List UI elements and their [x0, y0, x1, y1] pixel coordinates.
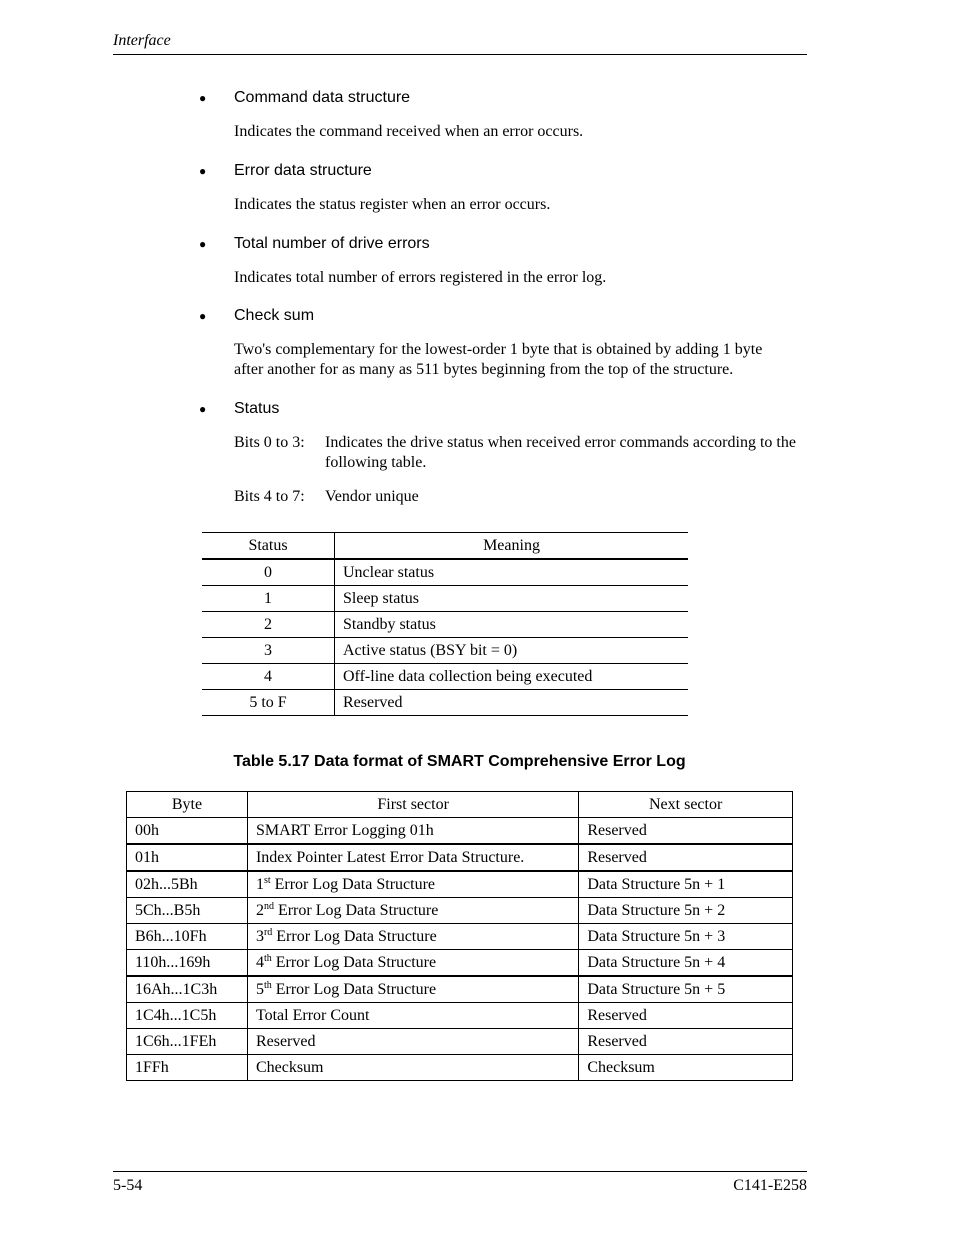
next-sector-cell: Checksum [579, 1055, 793, 1081]
meaning-cell: Unclear status [335, 559, 689, 586]
ordinal-number: 2 [255, 902, 264, 919]
bullet-description: Indicates total number of errors registered in the error log. [234, 269, 607, 286]
first-sector-text: Error Log Data Structure [272, 928, 437, 945]
table-row [202, 638, 688, 664]
column-header-byte: Byte [127, 792, 248, 818]
bullet-title: Command data structure [234, 89, 411, 106]
status-cell: 0 [202, 559, 335, 586]
bits-description: Indicates the drive status when received error commands according to the following table. [325, 434, 796, 471]
first-sector-cell: Reserved [247, 1029, 578, 1055]
bits-0-3-row [234, 433, 809, 473]
first-sector-text: Error Log Data Structure [273, 902, 439, 919]
bullet-command-data-structure [199, 88, 411, 108]
first-sector-cell [247, 871, 578, 898]
running-footer [113, 1171, 807, 1196]
next-sector-cell: Reserved [579, 1003, 793, 1029]
byte-cell: 1C4h...1C5h [127, 1003, 248, 1029]
first-sector-cell: Checksum [247, 1055, 578, 1081]
bullet-error-data-structure [199, 161, 372, 181]
table-header-row [202, 533, 688, 560]
ordinal-number: 1 [255, 876, 264, 893]
table-row [202, 690, 688, 716]
status-cell: 4 [202, 664, 335, 690]
ordinal-suffix: th [263, 980, 272, 991]
next-sector-cell: Data Structure 5n + 1 [579, 871, 793, 898]
first-sector-cell: SMART Error Logging 01h [247, 818, 578, 845]
bullet-dot-icon: ● [199, 309, 207, 323]
first-sector-cell [247, 950, 578, 977]
byte-cell: 01h [127, 844, 248, 871]
status-cell: 2 [202, 612, 335, 638]
bullet-description: Indicates the status register when an error occurs. [234, 196, 551, 213]
bits-4-7-row [234, 487, 809, 507]
ordinal-suffix: st [263, 875, 271, 886]
next-sector-cell: Reserved [579, 844, 793, 871]
next-sector-cell: Reserved [579, 818, 793, 845]
meaning-cell: Reserved [335, 690, 689, 716]
table-row [127, 898, 793, 924]
ordinal-suffix: th [263, 953, 272, 964]
column-header-next-sector: Next sector [579, 792, 793, 818]
bullet-total-drive-errors [199, 234, 430, 254]
bullet-status [199, 399, 280, 419]
meaning-cell: Standby status [335, 612, 689, 638]
first-sector-text: Error Log Data Structure [271, 981, 437, 998]
bullet-dot-icon: ● [199, 164, 207, 178]
meaning-cell: Sleep status [335, 586, 689, 612]
byte-cell: 00h [127, 818, 248, 845]
first-sector-cell [247, 924, 578, 950]
error-log-table [126, 791, 793, 1081]
table-row [202, 586, 688, 612]
table-row [127, 871, 793, 898]
first-sector-cell [247, 898, 578, 924]
bullet-title: Error data structure [234, 162, 372, 179]
table-header-row [127, 792, 793, 818]
bits-description: Vendor unique [325, 488, 419, 505]
next-sector-cell: Data Structure 5n + 3 [579, 924, 793, 950]
first-sector-cell: Total Error Count [247, 1003, 578, 1029]
meaning-cell: Off-line data collection being executed [335, 664, 689, 690]
running-header [113, 31, 807, 55]
table-row [202, 559, 688, 586]
meaning-cell: Active status (BSY bit = 0) [335, 638, 689, 664]
bullet-description: Indicates the command received when an error occurs. [234, 123, 584, 140]
first-sector-cell [247, 976, 578, 1003]
bullet-dot-icon: ● [199, 237, 207, 251]
bits-label: Bits 0 to 3: [234, 434, 305, 451]
bullet-title: Total number of drive errors [234, 235, 430, 252]
table-caption: Table 5.17 Data format of SMART Comprehensive Error Log [233, 753, 686, 770]
ordinal-number: 4 [255, 954, 264, 971]
column-header-status: Status [202, 533, 335, 560]
page-number: 5-54 [113, 1177, 143, 1194]
column-header-meaning: Meaning [335, 533, 689, 560]
status-table [202, 532, 688, 716]
first-sector-text: Error Log Data Structure [271, 954, 437, 971]
byte-cell: 16Ah...1C3h [127, 976, 248, 1003]
byte-cell: 110h...169h [127, 950, 248, 977]
bullet-title: Check sum [234, 307, 315, 324]
bullet-dot-icon: ● [199, 91, 207, 105]
next-sector-cell: Reserved [579, 1029, 793, 1055]
table-row [202, 664, 688, 690]
status-cell: 5 to F [202, 690, 335, 716]
byte-cell: 5Ch...B5h [127, 898, 248, 924]
column-header-first-sector: First sector [247, 792, 578, 818]
bullet-check-sum [199, 306, 315, 326]
table-row [127, 976, 793, 1003]
byte-cell: 1FFh [127, 1055, 248, 1081]
ordinal-suffix: nd [263, 901, 274, 912]
table-row [127, 1029, 793, 1055]
table-row [127, 818, 793, 845]
next-sector-cell: Data Structure 5n + 2 [579, 898, 793, 924]
byte-cell: B6h...10Fh [127, 924, 248, 950]
table-row [127, 1055, 793, 1081]
first-sector-text: Error Log Data Structure [270, 876, 435, 893]
status-cell: 1 [202, 586, 335, 612]
bullet-title: Status [234, 400, 280, 417]
ordinal-number: 3 [255, 928, 264, 945]
ordinal-suffix: rd [263, 927, 273, 938]
bits-label: Bits 4 to 7: [234, 488, 305, 505]
table-row [127, 1003, 793, 1029]
table-row [127, 950, 793, 977]
ordinal-number: 5 [255, 981, 264, 998]
byte-cell: 1C6h...1FEh [127, 1029, 248, 1055]
table-row [127, 924, 793, 950]
table-row [127, 844, 793, 871]
status-cell: 3 [202, 638, 335, 664]
document-code: C141-E258 [733, 1177, 807, 1194]
bullet-dot-icon: ● [199, 402, 207, 416]
byte-cell: 02h...5Bh [127, 871, 248, 898]
bullet-description: Two's complementary for the lowest-order 1 byte that is obtained by adding 1 byte after another for as many as 511 bytes beginning from the top of the structure. [234, 341, 763, 378]
header-section-title: Interface [113, 32, 171, 49]
next-sector-cell: Data Structure 5n + 5 [579, 976, 793, 1003]
table-row [202, 612, 688, 638]
first-sector-cell: Index Pointer Latest Error Data Structure. [247, 844, 578, 871]
next-sector-cell: Data Structure 5n + 4 [579, 950, 793, 977]
